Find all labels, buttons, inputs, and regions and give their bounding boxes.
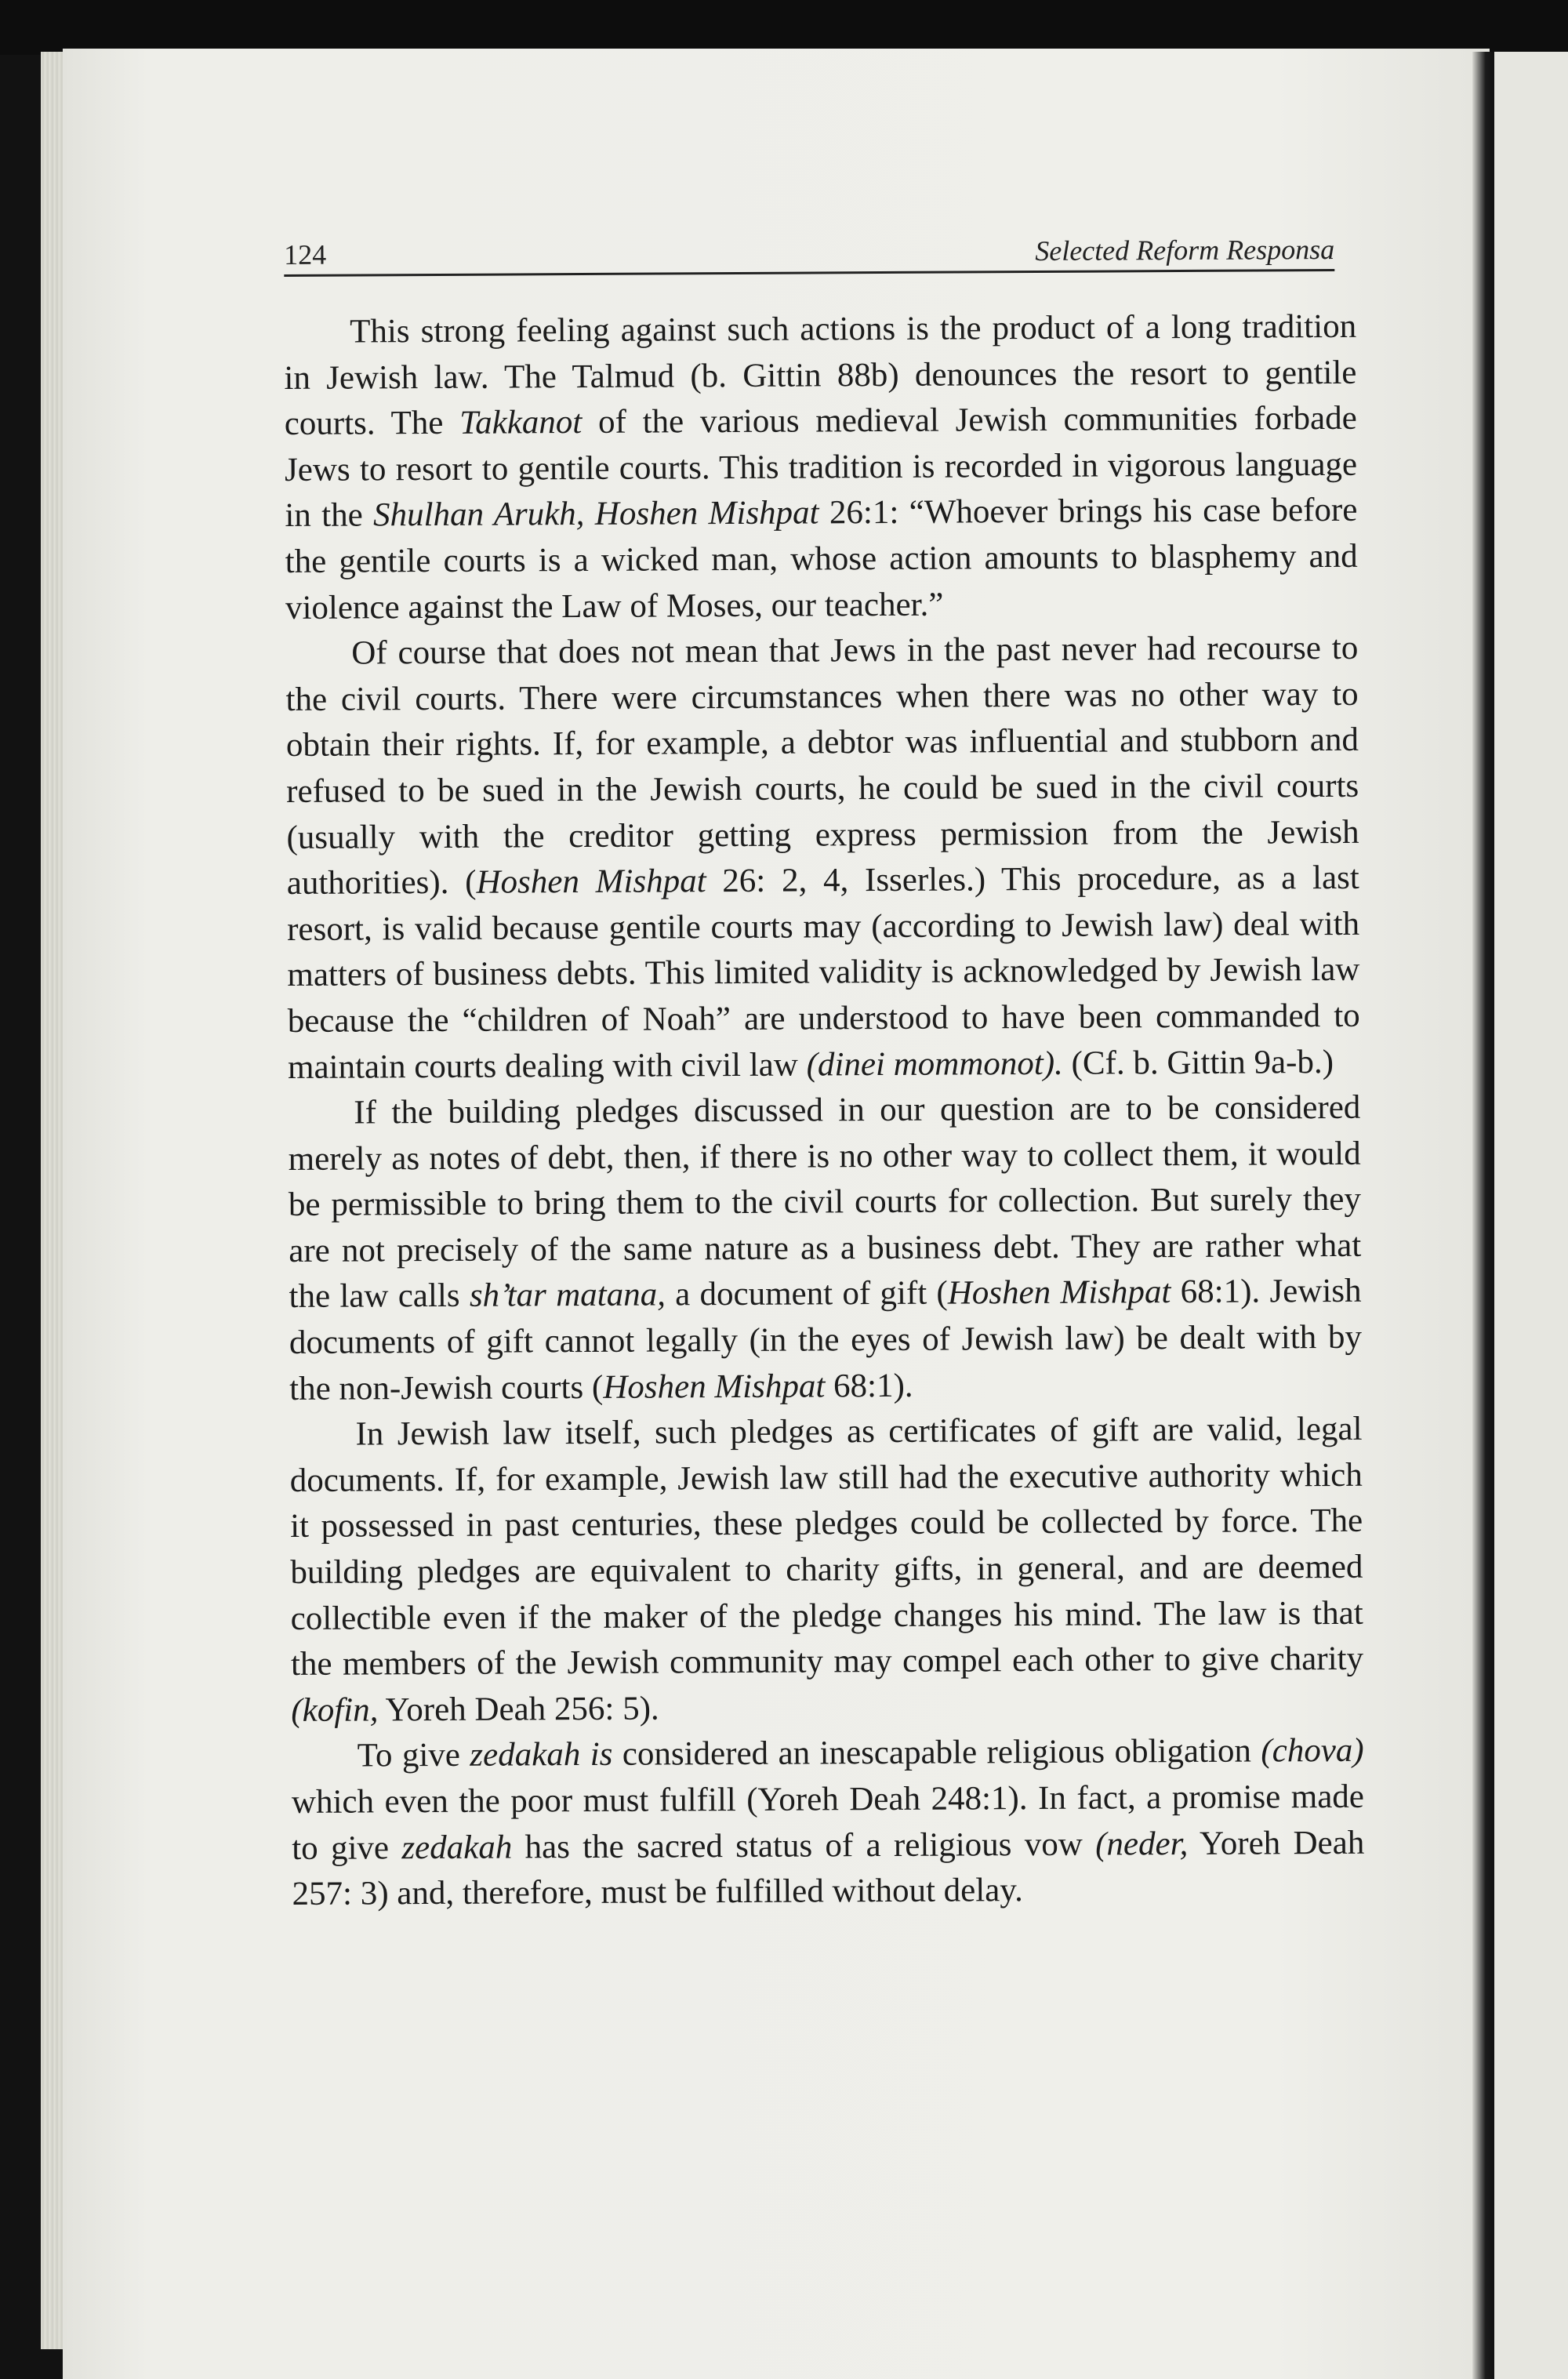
text-run: This strong feeling against such actions is the product of a long tradition in Jewish law. The Talmud (b. Gittin 88b) denounces the resort to gentile courts. The xyxy=(284,307,1357,443)
page-header xyxy=(284,222,1334,277)
italic-run: Takkanot xyxy=(459,404,583,442)
page-number: 124 xyxy=(284,238,327,271)
text-run: Yoreh Deah 256: 5). xyxy=(378,1690,659,1729)
text-run: (Cf. b. Gittin 9a-b.) xyxy=(1062,1043,1334,1082)
body-text xyxy=(284,304,1365,1918)
text-run: of the various medieval Jewish communities forbade Jews to resort to gentile courts. This tradition is recorded in vigorous language in the xyxy=(284,400,1358,535)
text-run: considered an inescapable religious obligation xyxy=(612,1732,1261,1774)
italic-run: (chova) xyxy=(1261,1732,1364,1770)
text-run: a document of gift ( xyxy=(665,1275,948,1313)
running-title: Selected Reform Responsa xyxy=(1035,233,1335,267)
italic-run: (dinei mommonot). xyxy=(806,1044,1063,1084)
italic-run: zedakah is xyxy=(470,1736,613,1774)
italic-run: Hoshen Mishpat xyxy=(603,1367,826,1406)
text-run: Yoreh Deah 257: 3) and, therefore, must be fulfilled without delay. xyxy=(292,1824,1365,1913)
italic-run: (kofin, xyxy=(291,1691,379,1729)
gutter-shadow xyxy=(1472,52,1494,2379)
scanner-backdrop xyxy=(0,0,1568,55)
text-run: 26:1: “Whoever brings his case before the gentile courts is a wicked man, whose action amounts to blasphemy and violence against the Law of Moses, our teacher.” xyxy=(285,492,1358,627)
text-run: In Jewish law itself, such pledges as certificates of gift are valid, legal documents. If, for example, Jewish law still had the executive authority which it possessed in past centuries, these pledges could be collected by force. The building pledges are equivalent to charity gifts, in general, and are deemed collectible even if the maker of the pledge changes his mind. The law is that the members of the Jewish community may compel each other to give charity xyxy=(289,1411,1364,1683)
facing-page-edge xyxy=(1482,52,1568,2379)
italic-run: sh’tar matana, xyxy=(469,1276,666,1315)
paragraph-1 xyxy=(284,304,1358,631)
italic-run: Hoshen Mishpat xyxy=(476,863,706,901)
italic-run: Hoshen Mishpat xyxy=(947,1273,1171,1313)
italic-run: zedakah xyxy=(401,1829,513,1866)
italic-run: Shulhan Arukh, Hoshen Mishpat xyxy=(372,494,819,534)
text-run: 26: 2, 4, Isserles.) This procedure, as a last resort, is valid because gentile courts may (according to Jewish law) deal with matters of business debts. This limited validity is acknowledged by Jewish law because the “children of Noah” are understood to have been commanded to maintain courts dealing with civil law xyxy=(287,859,1360,1086)
text-run: 68:1). Jewish documents of gift cannot legally (in the eyes of Jewish law) be dealt with by the non-Jewish courts ( xyxy=(289,1273,1363,1407)
paragraph-4 xyxy=(289,1407,1363,1734)
text-run: Of course that does not mean that Jews in the past never had recourse to the civil courts. There were circumstances when there was no other way to obtain their rights. If, for example, a debtor was influential and stubborn and refused to be sued in the Jewish courts, he could be sued in the civil courts (usually with the creditor getting express permission from the Jewish authorities). ( xyxy=(285,629,1359,903)
paragraph-2 xyxy=(285,626,1360,1091)
paragraph-5 xyxy=(292,1728,1365,1918)
text-run: If the building pledges discussed in our question are to be considered merely as notes of debt, then, if there is no other way to collect them, it would be permissible to bring them to the civil courts for collection. But surely they are not precisely of the same nature as a business debt. They are rather what the law calls xyxy=(288,1088,1362,1316)
text-run: has the sacred status of a religious vow xyxy=(512,1825,1096,1866)
text-run: which even the poor must fulfill (Yoreh Deah 248:1). In fact, a promise made to give xyxy=(291,1778,1365,1867)
text-run: To give xyxy=(357,1737,470,1774)
text-run: 68:1). xyxy=(825,1367,913,1405)
paragraph-3 xyxy=(288,1085,1362,1412)
italic-run: (neder, xyxy=(1095,1825,1189,1863)
